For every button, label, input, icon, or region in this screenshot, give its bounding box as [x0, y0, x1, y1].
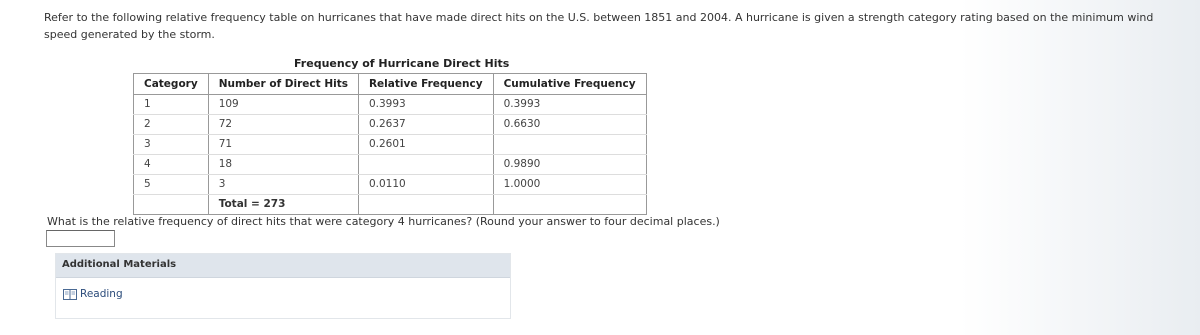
reading-link[interactable]	[63, 288, 123, 300]
table-row	[134, 155, 647, 175]
cell-cumulative-frequency: 1.0000	[493, 175, 646, 195]
book-icon	[63, 289, 77, 300]
cell-cumulative-frequency	[493, 195, 646, 215]
table-row	[134, 135, 647, 155]
cell-cumulative-frequency: 0.3993	[493, 95, 646, 115]
cell-relative-frequency	[358, 195, 493, 215]
cell-direct-hits: 18	[208, 155, 358, 175]
cell-direct-hits: 3	[208, 175, 358, 195]
cell-total: Total = 273	[208, 195, 358, 215]
cell-relative-frequency: 0.3993	[358, 95, 493, 115]
table-total-row	[134, 195, 647, 215]
cell-category	[134, 195, 209, 215]
intro-text: Refer to the following relative frequency table on hurricanes that have made direct hits on the U.S. between 1851 and 2004. A hurricane is given a strength category rating based on the minimum wind speed generated by the storm.	[44, 11, 1154, 41]
cell-cumulative-frequency: 0.6630	[493, 115, 646, 135]
question-text: What is the relative frequency of direct hits that were category 4 hurricanes? (Round your answer to four decimal places.)	[47, 215, 720, 228]
cell-category: 1	[134, 95, 209, 115]
reading-link-label[interactable]: Reading	[80, 288, 123, 300]
cell-category: 2	[134, 115, 209, 135]
cell-relative-frequency: 0.2637	[358, 115, 493, 135]
header-relative-frequency: Relative Frequency	[358, 74, 493, 95]
table-row	[134, 115, 647, 135]
table-title: Frequency of Hurricane Direct Hits	[294, 57, 510, 70]
cell-relative-frequency: 0.2601	[358, 135, 493, 155]
header-category: Category	[134, 74, 209, 95]
cell-relative-frequency: 0.0110	[358, 175, 493, 195]
cell-cumulative-frequency: 0.9890	[493, 155, 646, 175]
cell-category: 3	[134, 135, 209, 155]
header-cumulative-frequency: Cumulative Frequency	[493, 74, 646, 95]
table-header-row	[134, 74, 647, 95]
header-direct-hits: Number of Direct Hits	[208, 74, 358, 95]
cell-category: 5	[134, 175, 209, 195]
answer-input[interactable]	[46, 230, 115, 247]
cell-direct-hits: 109	[208, 95, 358, 115]
additional-materials-panel	[55, 253, 511, 319]
additional-materials-title: Additional Materials	[56, 254, 510, 278]
cell-cumulative-frequency	[493, 135, 646, 155]
table-row	[134, 175, 647, 195]
frequency-table	[133, 73, 647, 215]
cell-direct-hits: 72	[208, 115, 358, 135]
cell-direct-hits: 71	[208, 135, 358, 155]
cell-relative-frequency	[358, 155, 493, 175]
cell-category: 4	[134, 155, 209, 175]
table-row	[134, 95, 647, 115]
